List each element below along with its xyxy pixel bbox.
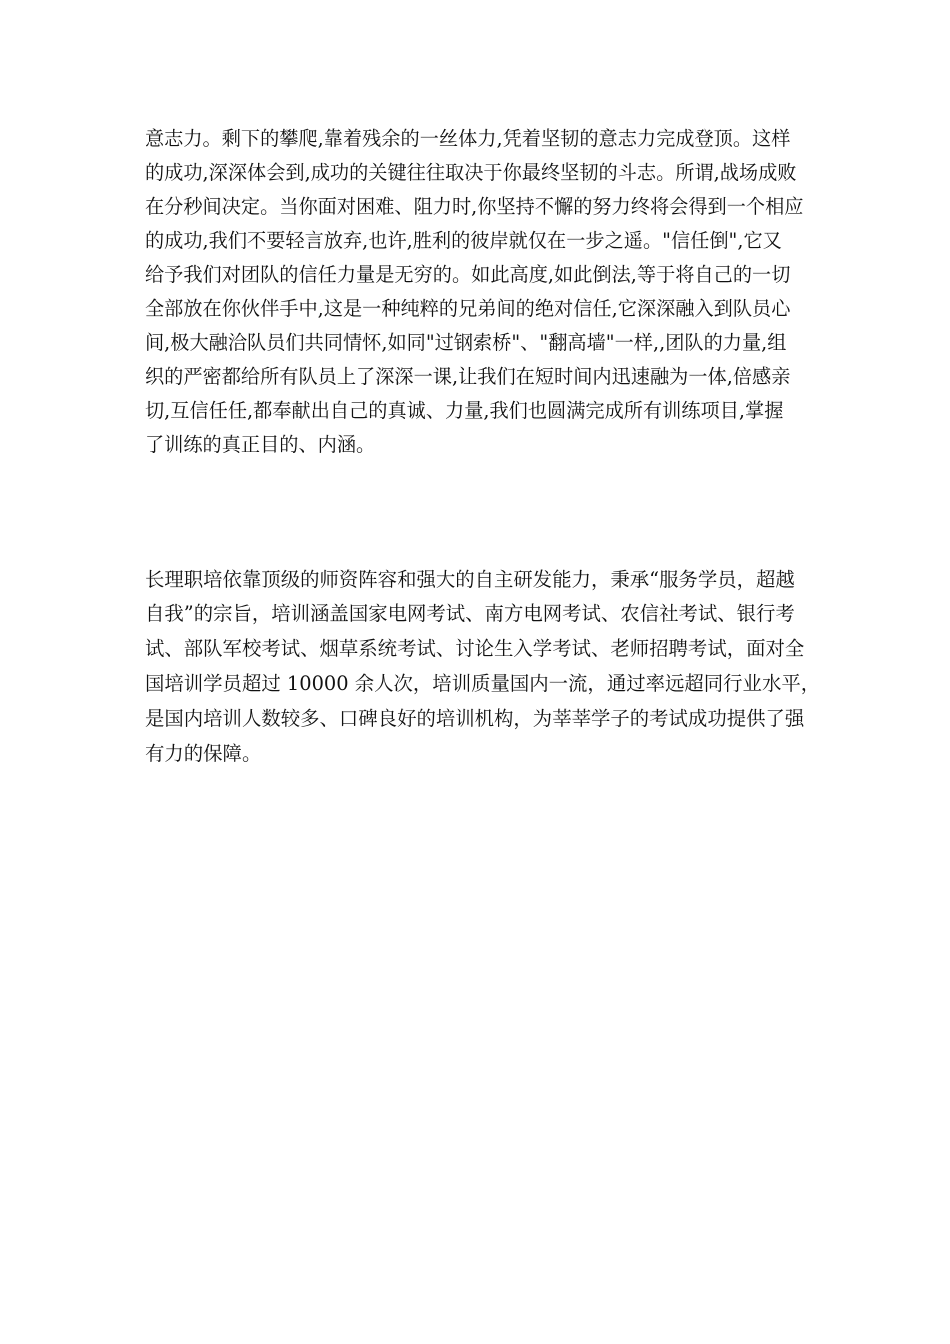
paragraph-line: 自我”的宗旨，培训涵盖国家电网考试、南方电网考试、农信社考试、银行考 — [145, 602, 795, 625]
paragraph-line: 国培训学员超过 10000 余人次，培训质量国内一流，通过率远超同行业水平， — [145, 672, 821, 695]
paragraph-line: 试、部队军校考试、烟草系统考试、讨论生入学考试、老师招聘考试，面对全 — [145, 637, 805, 660]
paragraph-line: 的成功,深深体会到,成功的关键往往取决于你最终坚韧的斗志。所谓,战场成败 — [145, 161, 797, 184]
paragraph-line: 在分秒间决定。当你面对困难、阻力时,你坚持不懈的努力终将会得到一个相应 — [145, 195, 804, 218]
paragraph-line: 切,互信任任,都奉献出自己的真诚、力量,我们也圆满完成所有训练项目,掌握 — [145, 399, 784, 422]
paragraph-line: 长理职培依靠顶级的师资阵容和强大的自主研发能力，秉承“服务学员，超越 — [145, 568, 795, 591]
paragraph-line: 有力的保障。 — [145, 742, 262, 765]
paragraph-line: 全部放在你伙伴手中,这是一种纯粹的兄弟间的绝对信任,它深深融入到队员心 — [145, 297, 791, 320]
paragraph-line: 是国内培训人数较多、口碑良好的培训机构，为莘莘学子的考试成功提供了强 — [145, 707, 805, 730]
paragraph-line: 织的严密都给所有队员上了深深一课,让我们在短时间内迅速融为一体,倍感亲 — [145, 365, 791, 388]
paragraph-line: 给予我们对团队的信任力量是无穷的。如此高度,如此倒法,等于将自己的一切 — [145, 263, 791, 286]
paragraph-line: 的成功,我们不要轻言放弃,也许,胜利的彼岸就仅在一步之遥。"信任倒",它又 — [145, 229, 782, 252]
paragraph-line: 间,极大融洽队员们共同情怀,如同"过钢索桥"、"翻高墙"一样,,团队的力量,组 — [145, 331, 787, 354]
paragraph-line: 了训练的真正目的、内涵。 — [145, 433, 376, 456]
paragraph-line: 意志力。剩下的攀爬,靠着残余的一丝体力,凭着坚韧的意志力完成登顶。这样 — [145, 127, 791, 150]
